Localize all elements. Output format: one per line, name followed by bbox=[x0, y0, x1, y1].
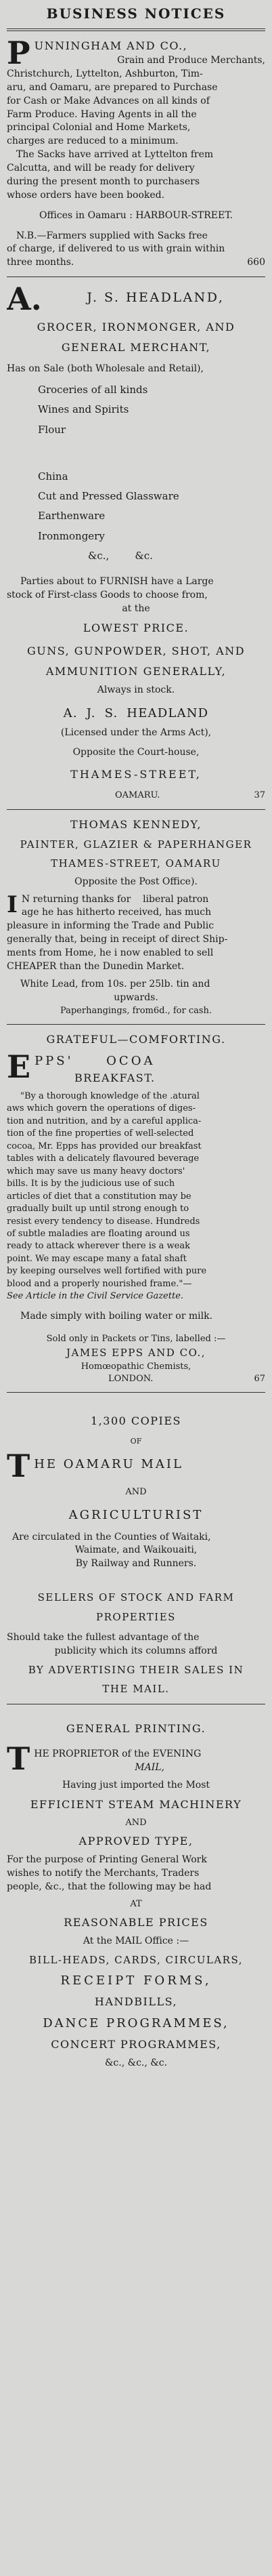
headland-opposite: Opposite the Court-house, bbox=[72, 747, 200, 758]
headland-line3: GENERAL MERCHANT, bbox=[61, 341, 211, 354]
mail-adv: BY ADVERTISING THEIR SALES IN bbox=[28, 1663, 244, 1676]
mail-and: AND bbox=[125, 1487, 147, 1498]
ad-headland bbox=[7, 284, 265, 802]
epps-heading: GRATEFUL—COMFORTING. bbox=[46, 1033, 226, 1046]
printing-efficient: EFFICIENT STEAM MACHINERY bbox=[30, 1797, 242, 1811]
epps-line-15: blood and a properly nourished frame."— bbox=[7, 1278, 192, 1289]
epps-title-block bbox=[7, 1052, 265, 1086]
ad-mail bbox=[7, 1399, 265, 1696]
ad-epps bbox=[7, 1031, 265, 1385]
printing-purpose1: For the purpose of Printing General Work bbox=[7, 1854, 207, 1865]
mail-agri: AGRICULTURIST bbox=[68, 1507, 204, 1522]
mail-title-block bbox=[7, 1451, 265, 1479]
kennedy-opposite: Opposite the Post Office). bbox=[74, 876, 198, 887]
epps-sold: Sold only in Packets or Tins, labelled :— bbox=[46, 1333, 226, 1344]
headland-item-2: Flour bbox=[38, 423, 66, 436]
mail-dropcap: T bbox=[7, 1451, 30, 1480]
mail-take1: Should take the fullest advantage of the bbox=[7, 1632, 200, 1643]
printing-line1b: MAIL, bbox=[135, 1761, 164, 1773]
kennedy-body bbox=[7, 893, 265, 974]
epps-line-10: resist every tendency to disease. Hundreds bbox=[7, 1216, 200, 1227]
mail-title: HE OAMARU MAIL bbox=[34, 1457, 183, 1472]
epps-chemists: Homœopathic Chemists, bbox=[81, 1361, 191, 1372]
printing-handbills: HANDBILLS, bbox=[94, 1995, 178, 2009]
kennedy-lead2: upwards. bbox=[114, 991, 158, 1003]
ad-cunningham bbox=[7, 35, 265, 270]
printing-etc: &c., &c., &c. bbox=[104, 2058, 168, 2069]
mail-sellers2: PROPERTIES bbox=[96, 1610, 176, 1623]
epps-line-12: ready to attack wherever there is a weak bbox=[7, 1241, 190, 1252]
epps-line-2: tion and nutrition, and by a careful applica- bbox=[7, 1116, 202, 1126]
cunningham-nb3: three months. bbox=[7, 257, 74, 268]
printing-line1: HE PROPRIETOR of the EVENING bbox=[34, 1748, 202, 1759]
headland-item2-2: Earthenware bbox=[38, 510, 106, 523]
printing-intro bbox=[7, 1744, 265, 1775]
cunningham-line-1: Grain and Produce Merchants, bbox=[117, 55, 265, 66]
epps-line-1: aws which govern the operations of diges- bbox=[7, 1103, 196, 1114]
printing-dropcap: T bbox=[7, 1743, 30, 1775]
page-masthead: BUSINESS NOTICES bbox=[46, 5, 226, 22]
printing-receipt: RECEIPT FORMS, bbox=[60, 1974, 212, 1988]
headland-title: J. S. HEADLAND, bbox=[87, 290, 225, 306]
headland-sale: Has on Sale (both Wholesale and Retail), bbox=[7, 363, 204, 375]
headland-item-1: Wines and Spirits bbox=[38, 403, 129, 416]
kennedy-line-2: pleasure in informing the Trade and Public bbox=[7, 920, 214, 932]
headland-lowest: LOWEST PRICE. bbox=[83, 621, 189, 634]
epps-line-13: point. We may escape many a fatal shaft bbox=[7, 1253, 187, 1264]
kennedy-dropcap: I bbox=[7, 891, 18, 918]
divider-3 bbox=[7, 1024, 265, 1025]
mail-circ2: Waimate, and Waikouaiti, bbox=[74, 1545, 198, 1556]
headland-licensed: (Licensed under the Arms Act), bbox=[60, 727, 212, 738]
cunningham-dropcap: P bbox=[7, 35, 30, 71]
epps-line-4: cocoa, Mr. Epps has provided our breakfast bbox=[7, 1141, 202, 1151]
kennedy-street: THAMES-STREET, OAMARU bbox=[51, 857, 221, 870]
cunningham-line-0: UNNINGHAM AND CO., bbox=[34, 39, 188, 52]
cunningham-line-8: The Sacks have arrived at Lyttelton frem bbox=[16, 149, 214, 161]
epps-line-0: "By a thorough knowledge of the .atural bbox=[20, 1091, 200, 1102]
printing-at: AT bbox=[130, 1898, 142, 1909]
headland-dropcap: A. bbox=[7, 284, 42, 313]
epps-line-8: articles of diet that a constitution may be bbox=[7, 1191, 191, 1202]
headland-guns2: AMMUNITION GENERALLY, bbox=[45, 664, 227, 678]
cunningham-line-11: whose orders have been booked. bbox=[7, 189, 165, 201]
epps-ref: 67 bbox=[254, 1374, 265, 1385]
epps-line-5: tables with a delicately flavoured beverage bbox=[7, 1153, 200, 1164]
printing-and: AND bbox=[125, 1817, 147, 1828]
mail-the: THE MAIL. bbox=[102, 1683, 170, 1696]
ad-printing bbox=[7, 1711, 265, 2070]
kennedy-trade: PAINTER, GLAZIER & PAPERHANGER bbox=[20, 838, 252, 851]
printing-heading: GENERAL PRINTING. bbox=[66, 1721, 206, 1735]
headland-furnish2: stock of First-class Goods to choose from, bbox=[7, 589, 208, 600]
epps-line-11: of subtle maladies are floating around us bbox=[7, 1229, 190, 1240]
printing-office: At the MAIL Office :— bbox=[83, 1936, 189, 1947]
headland-item2-3: Ironmongery bbox=[38, 529, 105, 542]
cunningham-offices: Offices in Oamaru : HARBOUR-STREET. bbox=[39, 209, 233, 221]
epps-line-6: which may save us many heavy doctors' bbox=[7, 1166, 185, 1177]
epps-dropcap: E bbox=[7, 1052, 31, 1086]
headland-town-row bbox=[7, 790, 265, 802]
epps-line-14: by keeping ourselves well fortified with pure bbox=[7, 1266, 207, 1277]
printing-reasonable: REASONABLE PRICES bbox=[64, 1916, 208, 1929]
epps-line-9: gradually built up until strong enough to bbox=[7, 1204, 189, 1214]
kennedy-line-3: generally that, being in receipt of direct Ship- bbox=[7, 934, 228, 945]
headland-item2-1: Cut and Pressed Glassware bbox=[38, 490, 179, 502]
headland-ref: 37 bbox=[254, 790, 265, 801]
printing-concert: CONCERT PROGRAMMES, bbox=[51, 2038, 221, 2051]
cunningham-line-7: charges are reduced to a minimum. bbox=[7, 136, 179, 147]
ad-kennedy bbox=[7, 817, 265, 1017]
cunningham-nb-row bbox=[7, 256, 265, 270]
printing-dance: DANCE PROGRAMMES, bbox=[43, 2016, 229, 2031]
epps-firm: JAMES EPPS AND CO., bbox=[66, 1347, 206, 1359]
kennedy-lead1: White Lead, from 10s. per 25lb. tin and bbox=[20, 978, 210, 989]
divider-4 bbox=[7, 1392, 265, 1393]
cunningham-line-9: Calcutta, and will be ready for delivery bbox=[7, 163, 195, 173]
headland-furnish1: Parties about to FURNISH have a Large bbox=[20, 576, 214, 587]
kennedy-name: THOMAS KENNEDY, bbox=[70, 817, 202, 831]
epps-title: PPS' OCOA bbox=[35, 1054, 156, 1069]
printing-imported: Having just imported the Most bbox=[62, 1779, 210, 1791]
headland-town: OAMARU. bbox=[115, 790, 160, 801]
mail-copies: 1,300 COPIES bbox=[91, 1414, 181, 1428]
headland-always: Always in stock. bbox=[97, 684, 175, 695]
cunningham-ref: 660 bbox=[247, 257, 265, 268]
headland-guns1: GUNS, GUNPOWDER, SHOT, AND bbox=[26, 644, 246, 657]
headland-title-row bbox=[7, 284, 265, 312]
kennedy-line-4: ments from Home, he i now enabled to sell bbox=[7, 947, 214, 959]
masthead-rule bbox=[7, 28, 265, 31]
printing-approved: APPROVED TYPE, bbox=[78, 1834, 194, 1847]
cunningham-nb: N.B.—Farmers supplied with Sacks free bbox=[16, 230, 208, 241]
kennedy-line-0: N returning thanks for liberal patron bbox=[21, 893, 209, 905]
epps-made: Made simply with boiling water or milk. bbox=[20, 1310, 213, 1322]
mail-circ3: By Railway and Runners. bbox=[75, 1558, 197, 1570]
printing-purpose2: wishes to notify the Merchants, Traders bbox=[7, 1867, 200, 1879]
mail-sellers1: SELLERS OF STOCK AND FARM bbox=[37, 1591, 235, 1604]
kennedy-paper: Paperhangings, from6d., for cash. bbox=[60, 1005, 212, 1016]
headland-street: THAMES-STREET, bbox=[70, 768, 202, 781]
epps-line-3: tion of the fine properties of well-selected bbox=[7, 1128, 194, 1139]
cunningham-body bbox=[7, 35, 265, 203]
epps-line-16: See Article in the Civil Service Gazette. bbox=[7, 1291, 184, 1302]
cunningham-line-5: Farm Produce. Having Agents in all the bbox=[7, 108, 197, 120]
headland-item-0: Groceries of all kinds bbox=[38, 384, 148, 396]
divider-2 bbox=[7, 809, 265, 810]
cunningham-line-10: during the present month to purchasers bbox=[7, 176, 200, 187]
epps-line-7: bills. It is by the judicious use of such bbox=[7, 1179, 175, 1189]
cunningham-nb2: of charge, if delivered to us with grain within bbox=[7, 243, 225, 255]
headland-furnish3: at the bbox=[122, 602, 150, 614]
epps-city-row bbox=[7, 1373, 265, 1385]
mail-of: OF bbox=[130, 1437, 142, 1446]
mail-take2: publicity which its columns afford bbox=[54, 1645, 218, 1657]
headland-item2-0: China bbox=[38, 470, 68, 483]
printing-bill: BILL-HEADS, CARDS, CIRCULARS, bbox=[29, 1953, 243, 1966]
mail-circ1: Are circulated in the Counties of Waitaki, bbox=[12, 1531, 211, 1542]
kennedy-line-5: CHEAPER than the Dunedin Market. bbox=[7, 960, 185, 972]
headland-sig: A. J. S. HEADLAND bbox=[63, 706, 209, 720]
cunningham-line-2: Christchurch, Lyttelton, Ashburton, Tim- bbox=[7, 68, 203, 79]
headland-line2: GROCER, IRONMONGER, AND bbox=[37, 321, 235, 334]
epps-city: LONDON. bbox=[108, 1374, 154, 1385]
printing-purpose3: people, &c., that the following may be had bbox=[7, 1881, 212, 1892]
cunningham-line-4: for Cash or Make Advances on all kinds of bbox=[7, 95, 210, 106]
headland-item2-4: &c., &c. bbox=[88, 549, 153, 562]
cunningham-line-6: principal Colonial and Home Markets, bbox=[7, 122, 191, 134]
epps-body bbox=[7, 1090, 265, 1303]
kennedy-line-1: age he has hitherto received, has much bbox=[21, 907, 212, 918]
cunningham-line-3: aru, and Oamaru, are prepared to Purchase bbox=[7, 81, 218, 93]
epps-title2: BREAKFAST. bbox=[74, 1071, 156, 1085]
